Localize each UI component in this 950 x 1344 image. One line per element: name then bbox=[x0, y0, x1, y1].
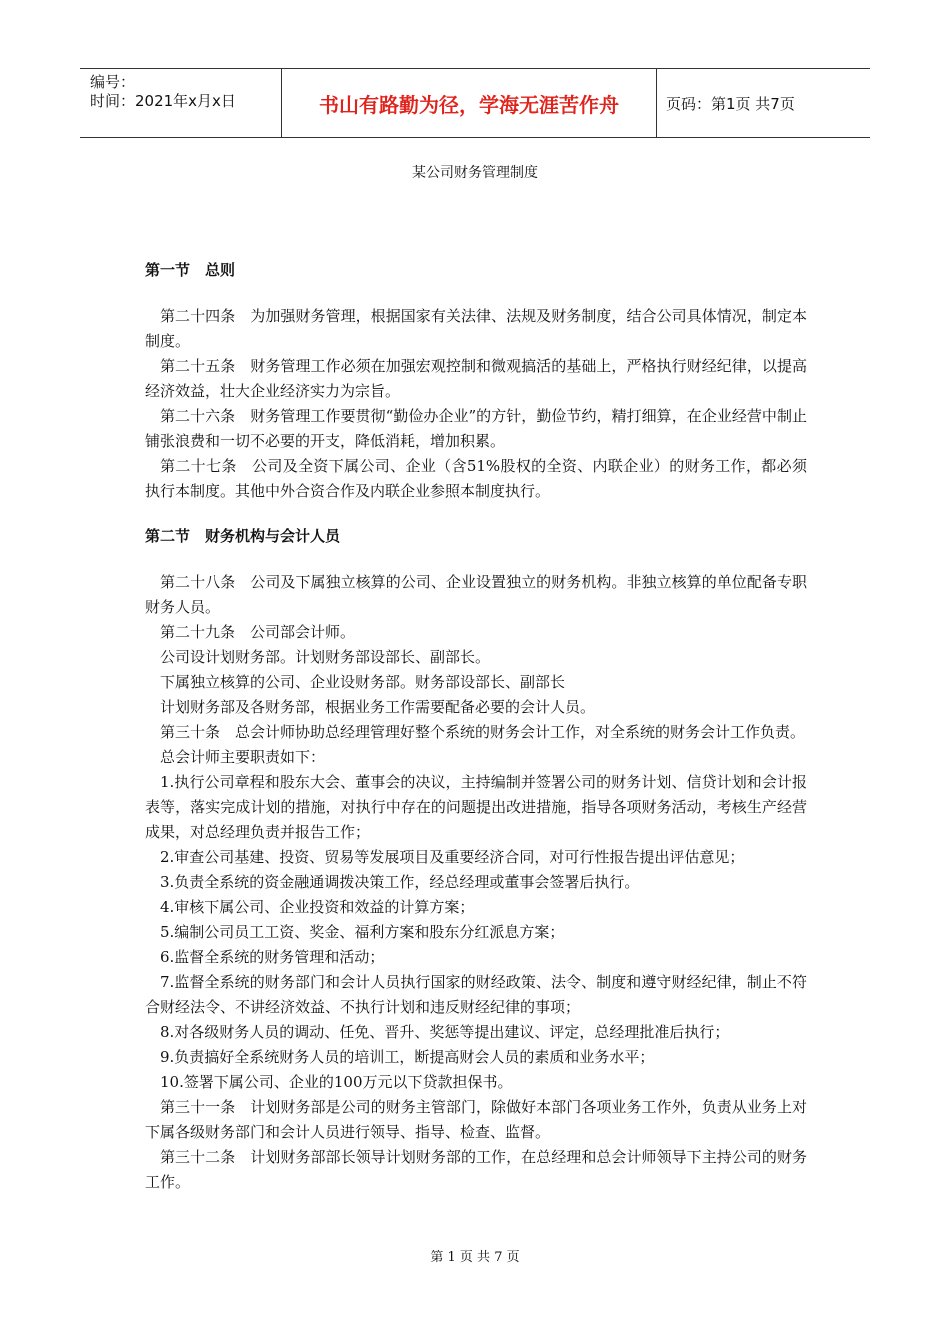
paragraph: 第二十五条 财务管理工作必须在加强宏观控制和微观搞活的基础上，严格执行财经纪律，以提高经济效益，壮大企业经济实力为宗旨。 bbox=[145, 357, 807, 400]
header-motto: 书山有路勤为径，学海无涯苦作舟 bbox=[282, 69, 657, 137]
paragraph: 第三十二条 计划财务部部长领导计划财务部的工作，在总经理和总会计师领导下主持公司的财务工作。 bbox=[145, 1148, 807, 1191]
paragraph: 计划财务部及各财务部，根据业务工作需要配备必要的会计人员。 bbox=[160, 698, 596, 716]
paragraph: 第二十九条 公司部会计师。 bbox=[160, 623, 356, 641]
paragraph: 第三十条 总会计师协助总经理管理好整个系统的财务会计工作，对全系统的财务会计工作负责。 bbox=[160, 723, 806, 741]
section-heading-finance-staff: 第二节 财务机构与会计人员 bbox=[145, 527, 341, 545]
list-item: 6.监督全系统的财务管理和活动； bbox=[160, 948, 385, 966]
list-item: 9.负责搞好全系统财务人员的培训工，断提高财会人员的素质和业务水平； bbox=[160, 1048, 655, 1066]
document-body bbox=[145, 258, 807, 1195]
paragraph: 第三十一条 计划财务部是公司的财务主管部门，除做好本部门各项业务工作外，负责从业务上对下属各级财务部门和会计人员进行领导、指导、检查、监督。 bbox=[145, 1098, 807, 1141]
paragraph: 总会计师主要职责如下： bbox=[160, 748, 326, 766]
section-finance-staff-body bbox=[145, 570, 807, 1195]
list-item: 4.审核下属公司、企业投资和效益的计算方案； bbox=[160, 898, 475, 916]
paragraph: 下属独立核算的公司、企业设财务部。财务部设部长、副部长 bbox=[160, 673, 566, 691]
page-footer: 第 1 页 共 7 页 bbox=[430, 1250, 520, 1265]
section-heading-general: 第一节 总则 bbox=[145, 261, 236, 279]
document-time-label: 时间：2021年x月x日 bbox=[90, 92, 236, 110]
header-meta bbox=[80, 69, 282, 137]
list-item: 2.审查公司基建、投资、贸易等发展项目及重要经济合同，对可行性报告提出评估意见； bbox=[160, 848, 745, 866]
paragraph: 第二十四条 为加强财务管理，根据国家有关法律、法规及财务制度，结合公司具体情况，制定本制度。 bbox=[145, 307, 807, 350]
document-title: 某公司财务管理制度 bbox=[412, 165, 538, 181]
list-item: 1.执行公司章程和股东大会、董事会的决议，主持编制并签署公司的财务计划、信贷计划和会计报表等，落实完成计划的措施，对执行中存在的问题提出改进措施，指导各项财务活动，考核生产经营成果，对总经理负责并报告工作； bbox=[145, 773, 807, 841]
paragraph: 第二十七条 公司及全资下属公司、企业（含51%股权的全资、内联企业）的财务工作，都必须执行本制度。其他中外合资合作及内联企业参照本制度执行。 bbox=[145, 457, 807, 500]
section-general-body bbox=[145, 304, 807, 504]
list-item: 7.监督全系统的财务部门和会计人员执行国家的财经政策、法令、制度和遵守财经纪律，制止不符合财经法令、不讲经济效益、不执行计划和违反财经纪律的事项； bbox=[145, 973, 807, 1016]
paragraph: 第二十八条 公司及下属独立核算的公司、企业设置独立的财务机构。非独立核算的单位配备专职财务人员。 bbox=[145, 573, 807, 616]
page-header bbox=[80, 68, 870, 138]
paragraph: 公司设计划财务部。计划财务部设部长、副部长。 bbox=[160, 648, 491, 666]
list-item: 5.编制公司员工工资、奖金、福利方案和股东分红派息方案； bbox=[160, 923, 565, 941]
list-item: 3.负责全系统的资金融通调拨决策工作，经总经理或董事会签署后执行。 bbox=[160, 873, 640, 891]
list-item: 10.签署下属公司、企业的100万元以下贷款担保书。 bbox=[160, 1073, 513, 1091]
header-page-info: 页码：第1页 共7页 bbox=[666, 94, 795, 113]
document-number-label: 编号： bbox=[90, 73, 136, 91]
list-item: 8.对各级财务人员的调动、任免、晋升、奖惩等提出建议、评定，总经理批准后执行； bbox=[160, 1023, 730, 1041]
paragraph: 第二十六条 财务管理工作要贯彻“勤俭办企业”的方针，勤俭节约，精打细算，在企业经营中制止铺张浪费和一切不必要的开支，降低消耗，增加积累。 bbox=[145, 407, 807, 450]
